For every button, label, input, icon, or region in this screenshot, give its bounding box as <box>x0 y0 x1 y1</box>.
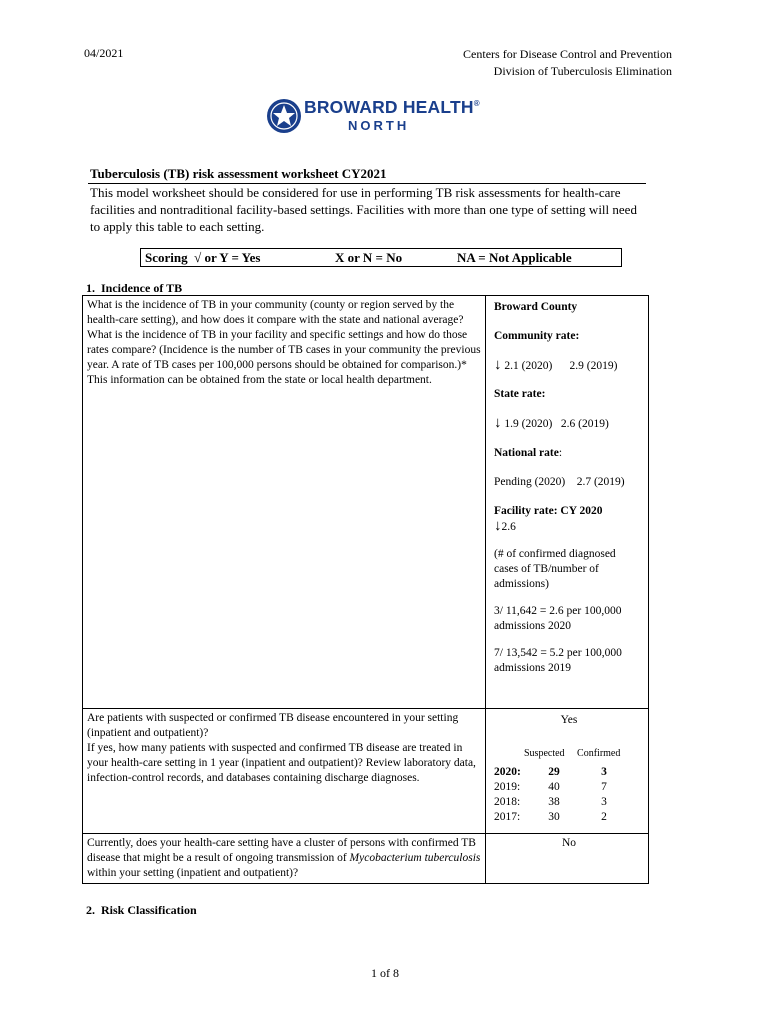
down-arrow-icon: ↓ <box>494 415 502 431</box>
count-year: 2018: <box>494 796 521 808</box>
state-rate-label: State rate: <box>494 388 546 400</box>
section-2-heading: 2. Risk Classification <box>86 903 197 917</box>
scoring-no: X or N = No <box>335 250 403 265</box>
header-date: 04/2021 <box>84 46 124 60</box>
question-cluster: Currently, does your health-care setting have a cluster of persons with confirmed TB disease that might be a result of ongoing transmission of Mycobacterium tuberculosis within your setting (inpatient and outpatient)? <box>83 834 486 884</box>
community-rate-values: ↓ 2.1 (2020) 2.9 (2019) <box>494 357 618 373</box>
national-rate-values: Pending (2020) 2.7 (2019) <box>494 476 625 488</box>
organism-name: Mycobacterium tuberculosis <box>349 852 481 864</box>
page-number: 1 of 8 <box>371 966 399 980</box>
table-row <box>83 834 649 884</box>
count-suspected: 29 <box>548 766 560 778</box>
answer-incidence <box>486 296 649 709</box>
table-row <box>83 709 649 834</box>
counts-grid <box>494 765 644 825</box>
scoring-na: NA = Not Applicable <box>457 250 572 265</box>
document-title: Tuberculosis (TB) risk assessment worksheet CY2021 <box>90 166 387 181</box>
facility-rate-label: Facility rate: CY 2020 <box>494 505 603 517</box>
counts-header-suspected: Suspected <box>524 748 565 759</box>
answer-encountered-yes: Yes <box>560 714 578 726</box>
count-year: 2020: <box>494 766 521 778</box>
facility-calc-2020: 3/ 11,642 = 2.6 per 100,000 admissions 2020 <box>494 605 622 632</box>
count-confirmed: 3 <box>601 796 607 808</box>
logo-trademark: ® <box>473 99 480 109</box>
down-arrow-icon: ↓ <box>494 357 502 373</box>
question-incidence: What is the incidence of TB in your community (county or region served by the health-care setting), and how does it compare with the state and national average? What is the incidence of TB in your facility and specific settings and how do those rates compare? (Incidence is the number of TB cases in your community the previous year. A rate of TB cases per 100,000 persons should be obtained for comparison.)* This information can be obtained from the state or local health department. <box>83 296 486 709</box>
count-suspected: 30 <box>548 811 560 823</box>
incidence-table <box>82 295 649 884</box>
national-rate-label: National rate: <box>494 447 563 459</box>
question-count-text: If yes, how many patients with suspected and confirmed TB disease are treated in your health-care setting in 1 year (inpatient and outpatient)? Review laboratory data, infection-control records, and databases containing discharge diagnoses. <box>87 742 476 784</box>
counts-header-confirmed: Confirmed <box>577 748 621 759</box>
count-confirmed: 2 <box>601 811 607 823</box>
count-suspected: 40 <box>548 781 560 793</box>
county-name: Broward County <box>494 301 578 313</box>
intro-paragraph: This model worksheet should be considered for use in performing TB risk assessments for health-care facilities and nontraditional facility-based settings. Facilities with more than one type of setting will need to apply this table to each setting. <box>90 185 637 234</box>
counts-header <box>524 746 644 761</box>
facility-calc-2019: 7/ 13,542 = 5.2 per 100,000 admissions 2019 <box>494 647 622 674</box>
count-year: 2017: <box>494 811 521 823</box>
question-patients-encountered <box>83 709 486 834</box>
scoring-yes: Scoring √ or Y = Yes <box>145 250 261 265</box>
logo-name-line2: NORTH <box>348 118 410 133</box>
answer-cluster: No <box>486 834 649 884</box>
count-confirmed: 7 <box>601 781 607 793</box>
facility-rate-value: ↓2.6 <box>494 518 516 534</box>
logo-name-line1: BROWARD HEALTH® <box>304 97 480 117</box>
question-encountered-text: Are patients with suspected or confirmed TB disease encountered in your setting (inpatient and outpatient)? <box>87 712 459 739</box>
facility-rate-note: (# of confirmed diagnosed cases of TB/number of admissions) <box>494 548 616 590</box>
table-row <box>83 296 649 709</box>
count-confirmed: 3 <box>601 766 607 778</box>
down-arrow-icon: ↓ <box>494 518 502 534</box>
header-org-line1: Centers for Disease Control and Prevention <box>463 47 672 61</box>
section-1-heading: 1. Incidence of TB <box>86 281 183 295</box>
count-year: 2019: <box>494 781 521 793</box>
count-suspected: 38 <box>548 796 560 808</box>
community-rate-label: Community rate: <box>494 330 580 342</box>
answer-patients-encountered <box>486 709 649 834</box>
header-org-line2: Division of Tuberculosis Elimination <box>493 64 672 78</box>
state-rate-values: ↓ 1.9 (2020) 2.6 (2019) <box>494 415 609 431</box>
scoring-legend <box>140 248 622 267</box>
header-org <box>463 46 672 80</box>
